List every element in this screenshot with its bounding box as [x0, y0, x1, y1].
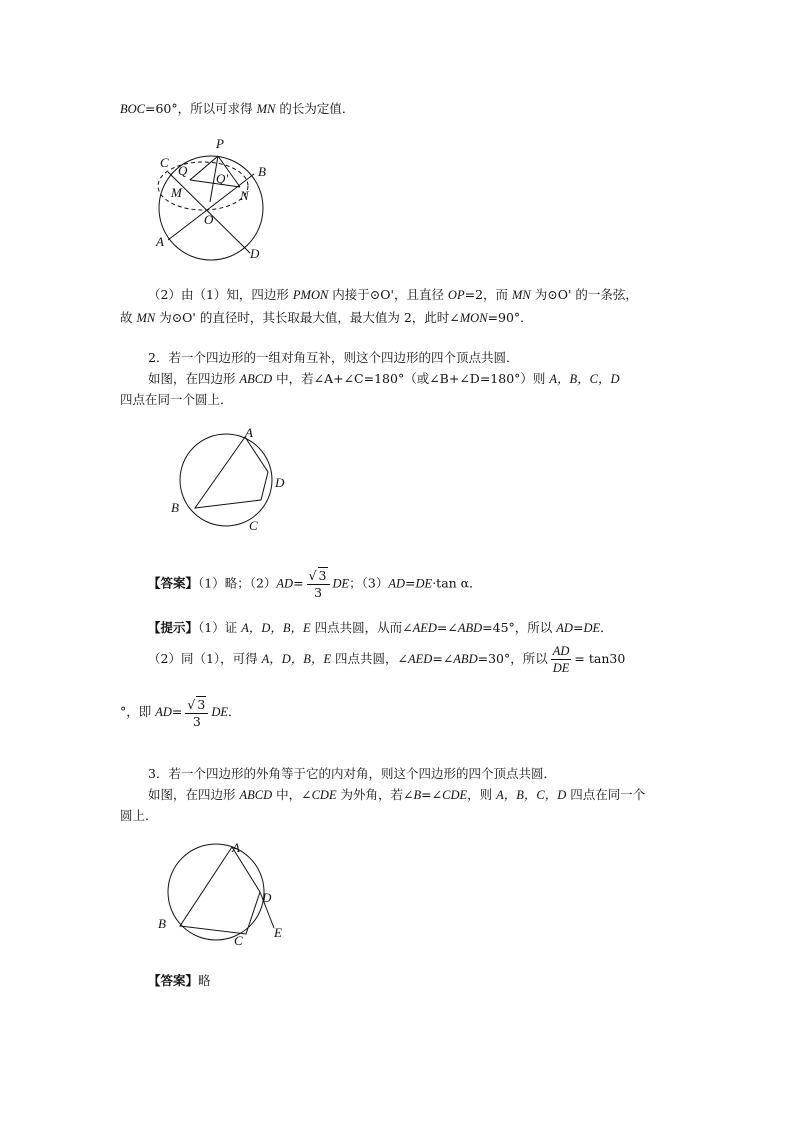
label-q: Q: [178, 163, 188, 178]
fig3-label-d: D: [262, 890, 272, 905]
answer-2: 【答案】（1）略；（2）AD= $\frac{√ 3}{3}$ DE；（3）AD=DE·tan α．: [148, 568, 482, 600]
figure-2-cyclic-quadrilateral: [165, 420, 295, 535]
quad-abcd: [195, 437, 268, 508]
answer-tag: 【答案】: [148, 575, 199, 591]
fig2-label-c: C: [249, 518, 258, 533]
para-2-line-1: （2）由（1）知，四边形 PMON 内接于⊙O'，且直径 OP=2，而 MN 为⊙O' 的一条弦，: [148, 287, 638, 302]
fraction-sqrt3-over-3: $\frac{√ 3}{3}$: [307, 567, 330, 601]
label-n: N: [240, 188, 249, 203]
fraction-ad-over-de: $\frac{AD}{DE}$: [552, 644, 570, 675]
main-circle: [159, 156, 263, 260]
line-boc: BOC=60°，所以可求得 MN 的长为定值．: [120, 101, 355, 116]
fig3-label-c: C: [234, 933, 243, 948]
item-2-heading: 2．若一个四边形的一组对角互补，则这个四边形的四个顶点共圆．: [148, 350, 519, 365]
fraction-sqrt3-over-3-hint: $\frac{√ 3}{3}$: [185, 696, 208, 730]
item-3-heading: 3．若一个四边形的外角等于它的内对角，则这个四边形的四个顶点共圆．: [148, 766, 556, 781]
hint-tag: 【提示】: [148, 620, 199, 635]
label-b: B: [258, 164, 266, 179]
label-o: O: [204, 212, 214, 227]
circle-2: [180, 434, 272, 526]
label-a: A: [156, 234, 164, 249]
quad-abcd-3: [180, 847, 260, 934]
fig2-label-b: B: [171, 500, 179, 515]
answer-3: 【答案】略: [148, 973, 211, 988]
label-m: M: [171, 185, 182, 200]
segment-mn: [190, 180, 240, 187]
angle-boc: BOC: [120, 102, 145, 116]
figure-1-circle-diagram: [150, 130, 280, 265]
figure-3-exterior-angle: [150, 838, 300, 948]
hint-line-3: °，即 AD= $\frac{√ 3}{3}$ DE．: [120, 696, 241, 729]
label-c: C: [160, 155, 169, 170]
fig3-label-e: E: [274, 925, 282, 940]
answer-3-tag: 【答案】: [148, 973, 199, 988]
item-3-line-3: 圆上．: [120, 808, 158, 823]
fig2-label-d: D: [275, 475, 285, 490]
fig3-label-b: B: [158, 916, 166, 931]
label-p: P: [216, 136, 224, 151]
hint-line-1: 【提示】（1）证 A，D，B，E 四点共圆，从而∠AED=∠ABD=45°，所以 AD=DE．: [148, 620, 613, 635]
circle-3: [168, 844, 264, 940]
item-2-line-2: 如图，在四边形 ABCD 中，若∠A+∠C=180°（或∠B+∠D=180°）则 A，B，C，D: [148, 371, 620, 386]
para-2-line-2: 故 MN 为⊙O' 的直径时，其长取最大值，最大值为 2，此时∠MON=90°．: [120, 310, 533, 325]
label-q-prime: Q': [216, 171, 229, 186]
label-d: D: [250, 246, 260, 261]
fig3-label-a: A: [232, 840, 240, 855]
fig2-label-a: A: [245, 425, 253, 440]
item-3-line-2: 如图，在四边形 ABCD 中，∠CDE 为外角，若∠B=∠CDE，则 A，B，C，D 四点在同一个: [148, 787, 646, 802]
item-2-line-3: 四点在同一个圆上．: [120, 392, 233, 407]
hint-line-2: （2）同（1），可得 A，D，B，E 四点共圆，∠AED=∠ABD=30°，所以 $\frac{AD}{DE}$ = tan30: [148, 644, 626, 675]
